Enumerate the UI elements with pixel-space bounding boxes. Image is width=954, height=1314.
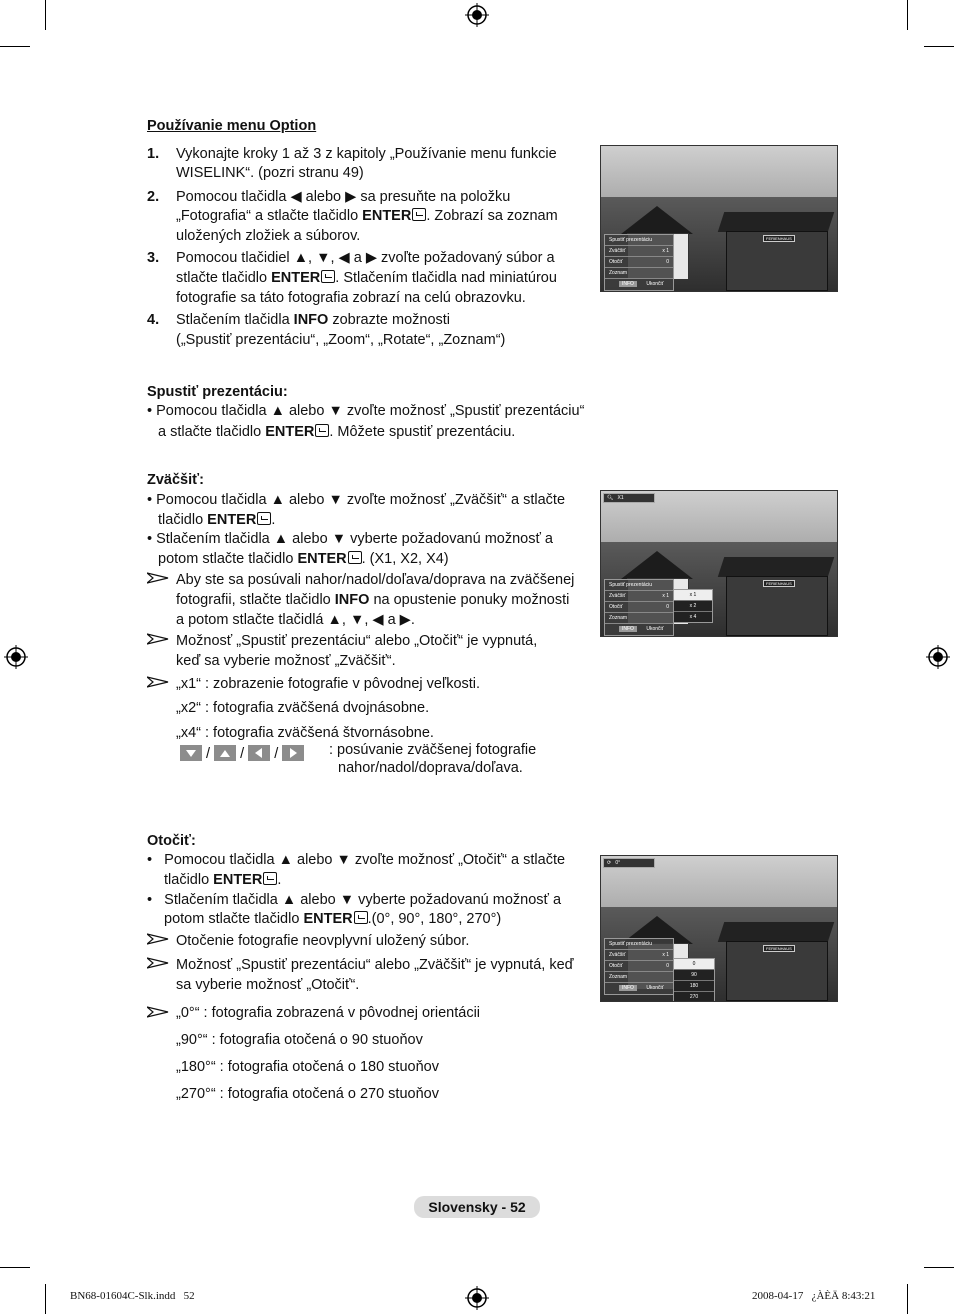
step-number: 4. bbox=[147, 312, 160, 328]
option-menu bbox=[604, 234, 674, 291]
left-arrow-icon: ◀ bbox=[372, 612, 384, 628]
menu-item-slideshow[interactable]: Spustiť prezentáciu bbox=[609, 582, 653, 588]
menu-item-rotate[interactable]: Otočiť 0 bbox=[605, 601, 673, 612]
photo-sign: FERIENHAUS bbox=[763, 580, 795, 587]
right-arrow-icon: ▶ bbox=[399, 612, 411, 628]
note-text: Otočenie fotografie neovplyvní uložený súbor. bbox=[176, 933, 470, 949]
zoom-option[interactable]: x 1 bbox=[674, 590, 712, 600]
enter-icon bbox=[315, 424, 329, 437]
registration-mark-icon bbox=[465, 3, 489, 27]
enter-icon bbox=[348, 551, 362, 564]
note-arrow-icon bbox=[147, 957, 169, 969]
down-arrow-icon: ▼ bbox=[328, 403, 343, 419]
note-text: „90°“ : fotografia otočená o 90 stuoňov bbox=[176, 1032, 423, 1048]
menu-item-slideshow[interactable]: Spustiť prezentáciu bbox=[609, 237, 653, 243]
bullet-line bbox=[158, 422, 515, 442]
down-arrow-icon: ▼ bbox=[328, 492, 343, 508]
enter-icon bbox=[257, 512, 271, 525]
bullet-text: a stlačte tlačidlo bbox=[158, 424, 262, 440]
print-timestamp: 2008-04-17 ¿ÀÈÄ 8:43:21 bbox=[752, 1290, 876, 1302]
step-text: fotografie sa táto fotografia zobrazí na celú obrazovku. bbox=[176, 290, 526, 306]
bullet: • bbox=[147, 403, 157, 419]
up-arrow-icon: ▲ bbox=[293, 250, 309, 266]
step-line bbox=[176, 268, 557, 288]
note-text: na opustenie ponuky možnosti bbox=[373, 592, 570, 608]
enter-label: ENTER bbox=[297, 551, 347, 567]
right-arrow-icon: ▶ bbox=[345, 189, 357, 205]
enter-icon bbox=[354, 911, 368, 924]
bullet-text: alebo bbox=[297, 852, 333, 868]
separator: / bbox=[274, 746, 279, 762]
bullet-text: .(0°, 90°, 180°, 270°) bbox=[367, 911, 502, 927]
rotate-icon: ⟳ bbox=[607, 860, 612, 866]
bullet: • bbox=[147, 531, 157, 547]
up-button-icon bbox=[214, 745, 236, 761]
note-text: „0°“ : fotografia zobrazená v pôvodnej orientácii bbox=[176, 1005, 481, 1021]
rotate-indicator: ⟳ 0° bbox=[603, 858, 655, 868]
photo-chalet-roof bbox=[718, 557, 834, 577]
left-arrow-icon: ◀ bbox=[290, 189, 302, 205]
zoom-option[interactable]: x 2 bbox=[674, 600, 712, 611]
bullet-line bbox=[158, 510, 275, 530]
menu-item-list[interactable]: Zoznam bbox=[605, 612, 673, 623]
down-arrow-icon: ▼ bbox=[316, 250, 331, 266]
rotate-option[interactable]: 180 bbox=[674, 980, 714, 991]
up-arrow-icon: ▲ bbox=[273, 531, 289, 547]
note-text: Možnosť „Spustiť prezentáciu“ alebo „Zväčšiť“ je vypnutá, keď bbox=[176, 957, 574, 973]
zoom-submenu bbox=[673, 589, 713, 623]
photo-house-roof bbox=[621, 551, 693, 579]
section-heading: Spustiť prezentáciu: bbox=[147, 384, 288, 400]
step-text: zvoľte požadovaný súbor a bbox=[381, 250, 555, 266]
down-arrow-icon: ▼ bbox=[349, 612, 365, 628]
menu-item-zoom[interactable]: Zväčšiť x 1 bbox=[605, 949, 673, 960]
bullet-text: zvoľte možnosť „Spustiť prezentáciu“ bbox=[346, 403, 585, 419]
crop-mark bbox=[0, 46, 30, 47]
pan-text: : posúvanie zväčšenej fotografie bbox=[329, 742, 537, 758]
tv-screenshot-option-menu bbox=[600, 145, 838, 292]
step-text: sa presuňte na položku bbox=[360, 189, 511, 205]
bullet-text: potom stlačte tlačidlo bbox=[164, 911, 300, 927]
bullet-line bbox=[158, 549, 449, 569]
step-line bbox=[176, 206, 558, 226]
step-text: alebo bbox=[305, 189, 342, 205]
step-line bbox=[176, 187, 510, 207]
enter-label: ENTER bbox=[213, 872, 263, 888]
note-text: a potom stlačte tlačidlá bbox=[176, 612, 324, 628]
bullet-text: . (X1, X2, X4) bbox=[361, 551, 449, 567]
bullet-text: vyberte požadovanú možnosť a bbox=[350, 531, 554, 547]
enter-icon bbox=[263, 872, 277, 885]
note-text: „x1“ : zobrazenie fotografie v pôvodnej veľkosti. bbox=[176, 676, 481, 692]
registration-mark-icon bbox=[926, 645, 950, 669]
bullet: • bbox=[147, 892, 165, 908]
option-menu bbox=[604, 938, 674, 995]
menu-exit-row[interactable]: INFO Ukončiť bbox=[605, 982, 673, 993]
print-file-info: BN68-01604C-Slk.indd 52 bbox=[70, 1290, 195, 1302]
note-line bbox=[176, 590, 569, 610]
down-arrow-icon: ▼ bbox=[336, 852, 351, 868]
bullet-text: zvoľte možnosť „Otočiť“ a stlačte bbox=[354, 852, 566, 868]
step-text: („Spustiť prezentáciu“, „Zoom“, „Rotate“, „Zoznam“) bbox=[176, 332, 506, 348]
bullet-text: alebo bbox=[288, 403, 325, 419]
photo-sign: FERIENHAUS bbox=[763, 235, 795, 242]
info-label: INFO bbox=[334, 592, 370, 608]
menu-item-rotate[interactable]: Otočiť 0 bbox=[605, 960, 673, 971]
step-text: uložených zložiek a súborov. bbox=[176, 228, 361, 244]
bullet-text: Stlačením tlačidla bbox=[156, 531, 270, 547]
step-text: zobrazte možnosti bbox=[332, 312, 451, 328]
bullet-text: Pomocou tlačidla bbox=[164, 852, 275, 868]
down-button-icon bbox=[180, 745, 202, 761]
rotate-option[interactable]: 270 bbox=[674, 991, 714, 1002]
up-arrow-icon: ▲ bbox=[327, 612, 342, 628]
bullet-text: Pomocou tlačidla bbox=[156, 492, 267, 508]
crop-mark bbox=[0, 1267, 30, 1268]
left-arrow-icon: ◀ bbox=[338, 250, 350, 266]
bullet-line bbox=[147, 850, 565, 870]
bullet-line bbox=[147, 401, 584, 421]
menu-exit-row[interactable]: INFO Ukončiť bbox=[605, 623, 673, 634]
rotate-option[interactable]: 0 bbox=[674, 959, 714, 969]
bullet-line bbox=[164, 909, 501, 929]
menu-item-zoom[interactable]: Zväčšiť x 1 bbox=[605, 590, 673, 601]
bullet-text: . bbox=[271, 512, 276, 528]
note-text: Možnosť „Spustiť prezentáciu“ alebo „Otočiť“ je vypnutá, bbox=[176, 633, 538, 649]
step-line: Pomocou tlačidiel ▲, ▼, ◀ a ▶ zvoľte požadovaný súbor a bbox=[176, 250, 555, 266]
note-text: „x4“ : fotografia zväčšená štvornásobne. bbox=[176, 725, 434, 741]
page-title: Používanie menu Option bbox=[147, 118, 317, 134]
note-text: Aby ste sa posúvali nahor/nadol/doľava/doprava na zväčšenej bbox=[176, 572, 575, 588]
step-number: 3. bbox=[147, 250, 160, 266]
separator: / bbox=[206, 746, 211, 762]
crop-mark bbox=[924, 46, 954, 47]
up-arrow-icon: ▲ bbox=[278, 852, 293, 868]
tv-screenshot-zoom bbox=[600, 490, 838, 637]
menu-item-slideshow[interactable]: Spustiť prezentáciu bbox=[609, 941, 653, 947]
menu-item-list[interactable]: Zoznam bbox=[605, 267, 673, 278]
up-arrow-icon: ▲ bbox=[281, 892, 297, 908]
note-text: „180°“ : fotografia otočená o 180 stuoňov bbox=[176, 1059, 439, 1075]
bullet-text: tlačidlo bbox=[158, 512, 204, 528]
pan-buttons bbox=[180, 744, 304, 764]
note-arrow-icon bbox=[147, 933, 169, 945]
crop-mark bbox=[924, 1267, 954, 1268]
bullet-line bbox=[164, 870, 281, 890]
menu-exit-row[interactable]: INFO Ukončiť bbox=[605, 278, 673, 289]
note-text: fotografii, stlačte tlačidlo bbox=[176, 592, 331, 608]
menu-item-rotate[interactable]: Otočiť 0 bbox=[605, 256, 673, 267]
menu-item-zoom[interactable]: Zväčšiť x 1 bbox=[605, 245, 673, 256]
step-text: WISELINK“. (pozri stranu 49) bbox=[176, 165, 364, 181]
bullet-line bbox=[147, 890, 561, 910]
crop-mark bbox=[907, 1284, 908, 1314]
rotate-option[interactable]: 90 bbox=[674, 969, 714, 980]
bullet-text: zvoľte možnosť „Zväčšiť“ a stlačte bbox=[346, 492, 566, 508]
right-arrow-icon: ▶ bbox=[365, 250, 377, 266]
section-heading: Otočiť: bbox=[147, 833, 196, 849]
bullet-text: alebo bbox=[288, 492, 325, 508]
photo-chalet-roof bbox=[718, 922, 834, 942]
note-text: „x2“ : fotografia zväčšená dvojnásobne. bbox=[176, 700, 430, 716]
registration-mark-icon bbox=[4, 645, 28, 669]
step-text: . Zobrazí sa zoznam bbox=[426, 208, 558, 224]
enter-label: ENTER bbox=[362, 208, 412, 224]
note-text: a bbox=[387, 612, 396, 628]
bullet-text: vyberte požadovanú možnosť a bbox=[358, 892, 562, 908]
enter-icon bbox=[321, 270, 335, 283]
step-text: . Stlačením tlačidla nad miniatúrou bbox=[335, 270, 557, 286]
note-arrow-icon bbox=[147, 633, 169, 645]
bullet-line bbox=[147, 490, 565, 510]
bullet-text: Pomocou tlačidla bbox=[156, 403, 267, 419]
crop-mark bbox=[45, 0, 46, 30]
note-arrow-icon bbox=[147, 1006, 169, 1018]
step-text: stlačte tlačidlo bbox=[176, 270, 268, 286]
bullet-line bbox=[147, 529, 553, 549]
option-menu bbox=[604, 579, 674, 636]
note-text: sa vyberie možnosť „Otočiť“. bbox=[176, 977, 360, 993]
pan-text: nahor/nadol/doprava/doľava. bbox=[338, 760, 523, 776]
note-text: keď sa vyberie možnosť „Zväčšiť“. bbox=[176, 653, 396, 669]
enter-label: ENTER bbox=[265, 424, 315, 440]
enter-icon bbox=[412, 208, 426, 221]
photo-house-roof bbox=[621, 206, 693, 234]
up-arrow-icon: ▲ bbox=[270, 492, 285, 508]
down-arrow-icon: ▼ bbox=[331, 531, 347, 547]
crop-mark bbox=[907, 0, 908, 30]
info-label: INFO bbox=[293, 312, 329, 328]
enter-label: ENTER bbox=[207, 512, 257, 528]
bullet-text: potom stlačte tlačidlo bbox=[158, 551, 294, 567]
step-text: Pomocou tlačidla bbox=[176, 189, 287, 205]
step-text: a bbox=[353, 250, 362, 266]
enter-label: ENTER bbox=[303, 911, 353, 927]
step-number: 1. bbox=[147, 146, 160, 162]
step-line bbox=[176, 310, 450, 330]
section-heading: Zväčšiť: bbox=[147, 472, 204, 488]
note-arrow-icon bbox=[147, 572, 169, 584]
right-button-icon bbox=[282, 745, 304, 761]
bullet-text: . Môžete spustiť prezentáciu. bbox=[329, 424, 516, 440]
bullet: • bbox=[147, 852, 165, 868]
step-text: Stlačením tlačidla bbox=[176, 312, 290, 328]
bullet-text: alebo bbox=[300, 892, 336, 908]
note-line: a potom stlačte tlačidlá ▲, ▼, ◀ a ▶. bbox=[176, 612, 415, 628]
note-text: „270°“ : fotografia otočená o 270 stuoňov bbox=[176, 1086, 439, 1102]
left-button-icon bbox=[248, 745, 270, 761]
bullet-text: alebo bbox=[292, 531, 328, 547]
photo-chalet-roof bbox=[718, 212, 834, 232]
separator: / bbox=[240, 746, 245, 762]
step-text: „Fotografia“ a stlačte tlačidlo bbox=[176, 208, 359, 224]
step-number: 2. bbox=[147, 189, 160, 205]
tv-screenshot-rotate bbox=[600, 855, 838, 1002]
up-arrow-icon: ▲ bbox=[270, 403, 285, 419]
bullet: • bbox=[147, 492, 157, 508]
step-text: Vykonajte kroky 1 až 3 z kapitoly „Používanie menu funkcie bbox=[176, 146, 557, 162]
down-arrow-icon: ▼ bbox=[339, 892, 355, 908]
crop-mark bbox=[45, 1284, 46, 1314]
bullet-text: . bbox=[277, 872, 282, 888]
magnifier-icon: 🔍︎ bbox=[607, 495, 614, 501]
page-number-badge: Slovensky - 52 bbox=[414, 1196, 540, 1218]
photo-sign: FERIENHAUS bbox=[763, 945, 795, 952]
zoom-option[interactable]: x 4 bbox=[674, 611, 712, 622]
bullet-text: tlačidlo bbox=[164, 872, 210, 888]
rotate-submenu bbox=[673, 958, 715, 1002]
zoom-indicator: 🔍︎ X1 bbox=[603, 493, 655, 503]
step-text: Pomocou tlačidiel bbox=[176, 250, 290, 266]
registration-mark-icon bbox=[465, 1286, 489, 1310]
menu-item-list[interactable]: Zoznam bbox=[605, 971, 673, 982]
enter-label: ENTER bbox=[271, 270, 321, 286]
note-arrow-icon bbox=[147, 676, 169, 688]
bullet-text: Stlačením tlačidla bbox=[164, 892, 278, 908]
